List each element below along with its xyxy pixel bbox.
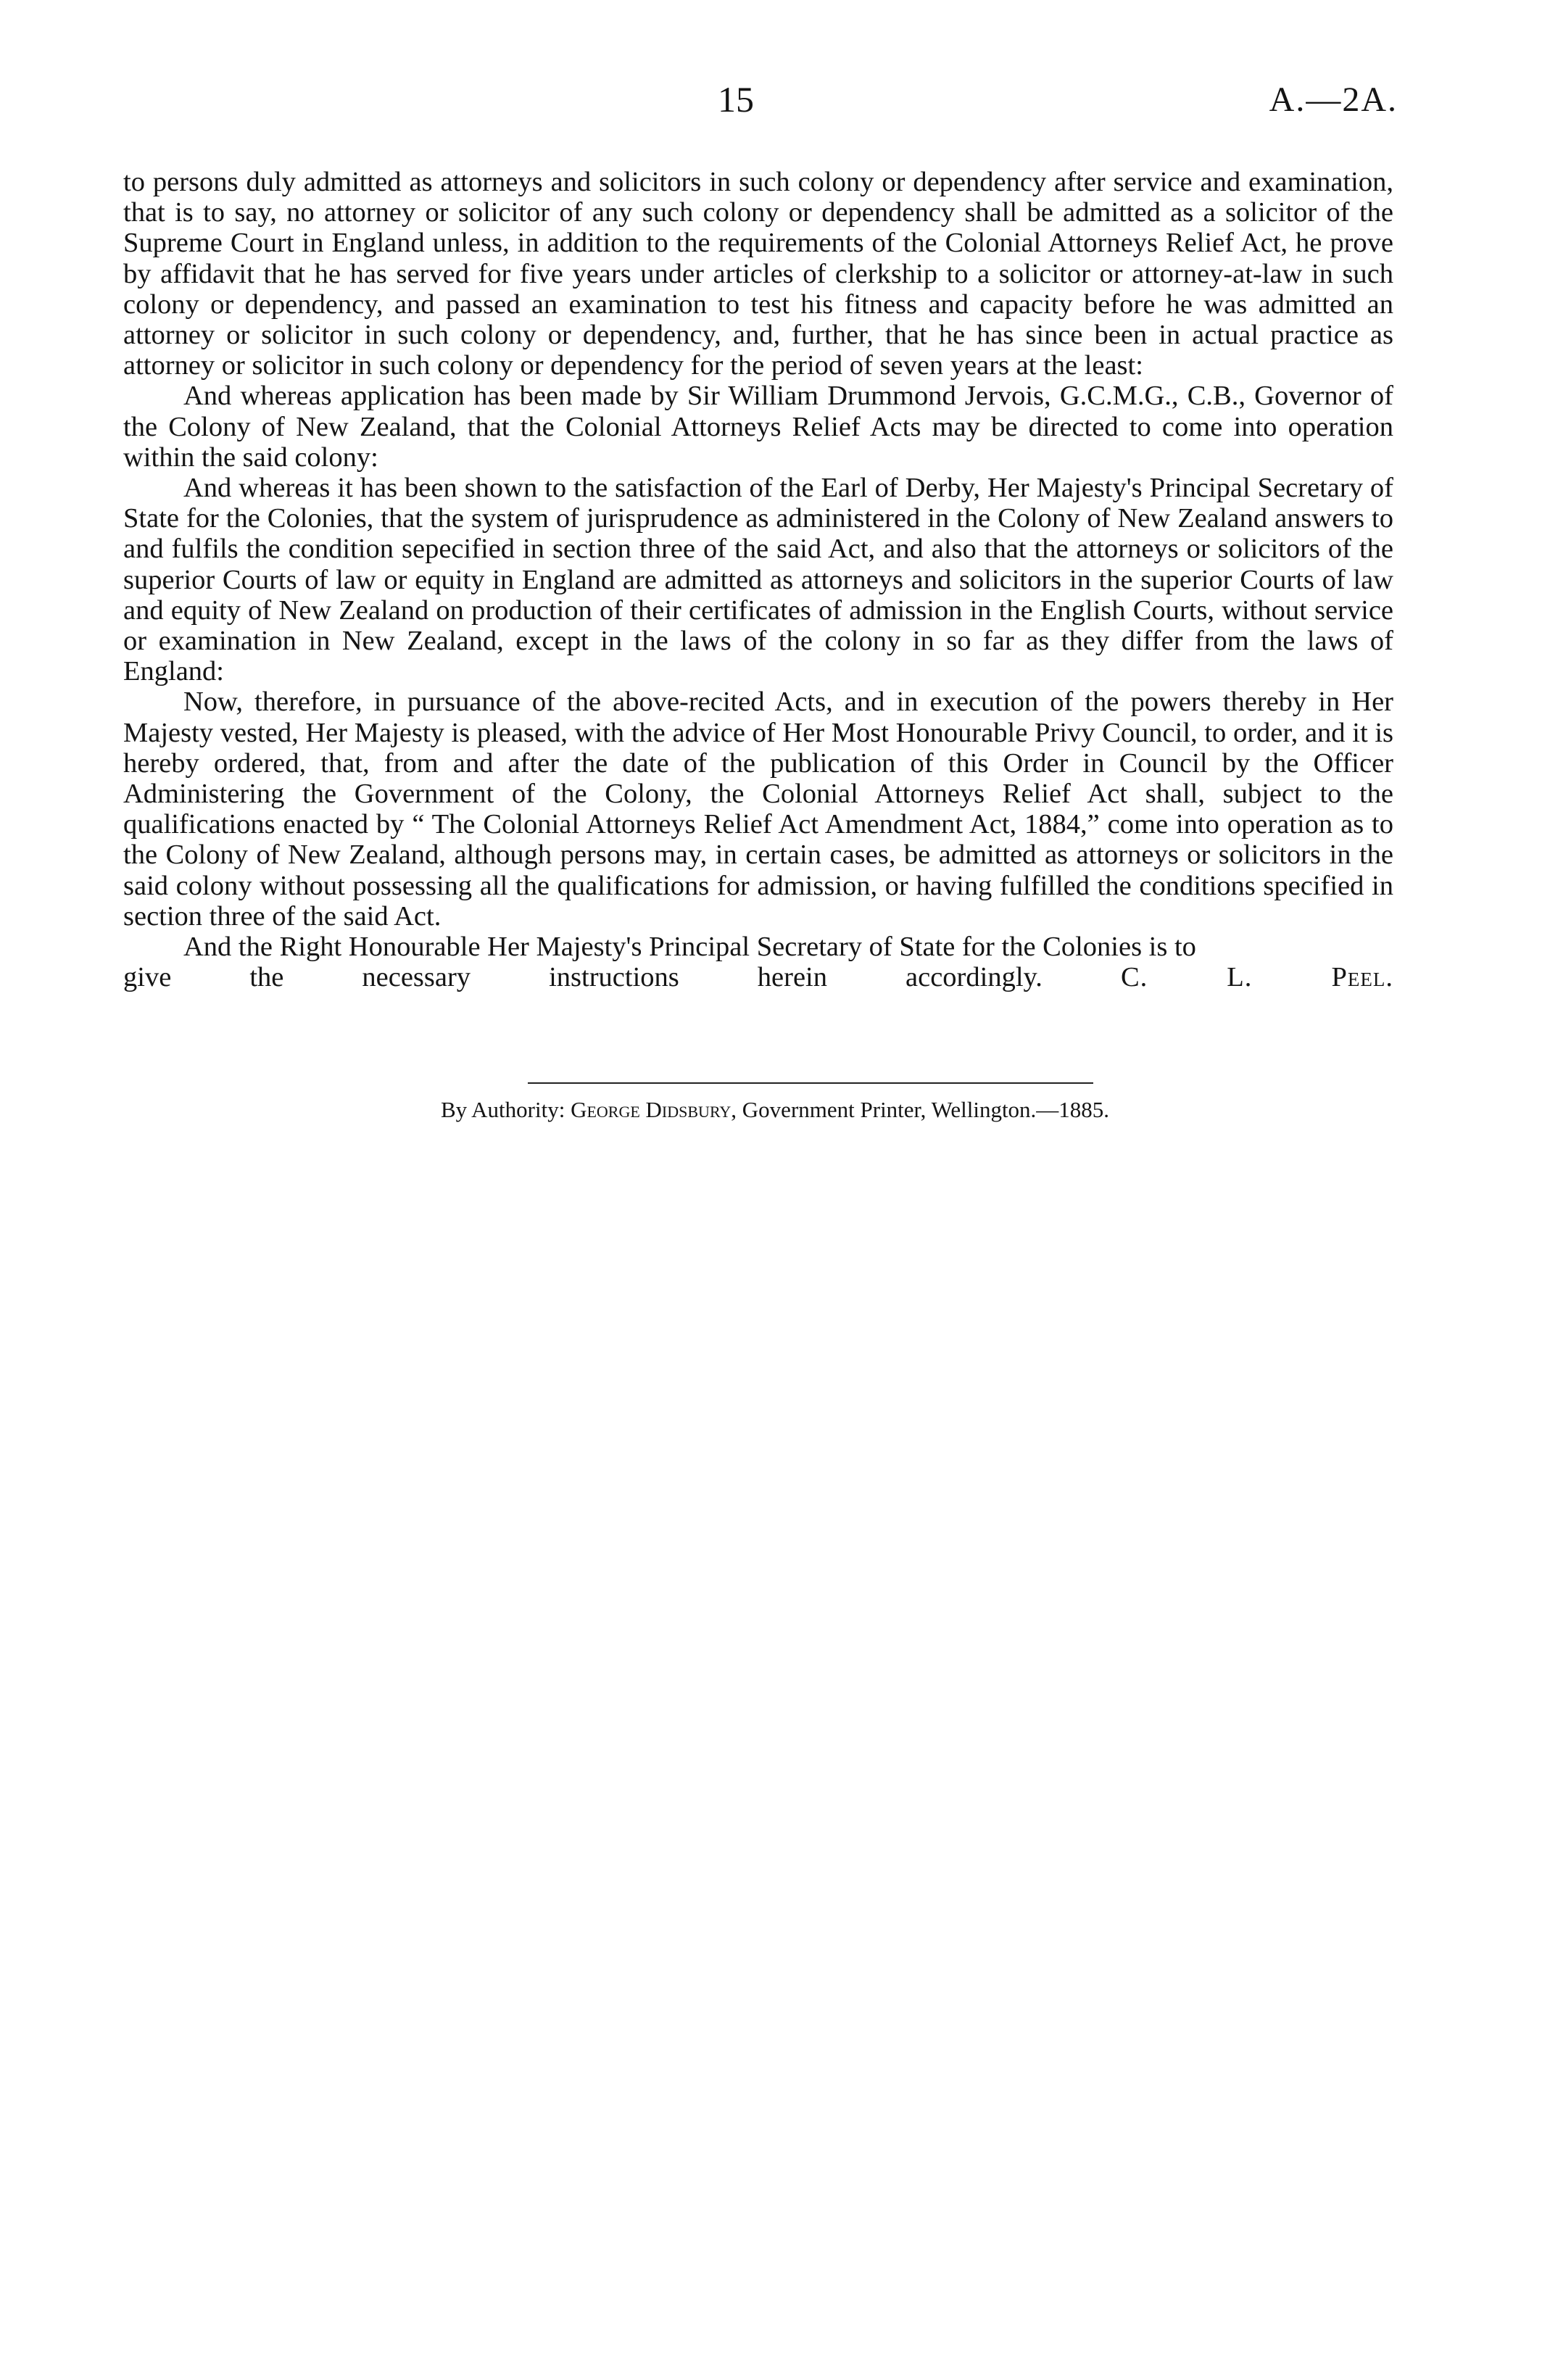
signature: C. L. Peel. xyxy=(1120,962,1393,993)
paragraph-continuation: to persons duly admitted as attorneys and solicitors in such colony or dependency after service and examination, that is to say, no attorney or solicitor of any such colony or dependency shall be admitted as a solicitor of the Supreme Court in England unless, in addition to the requirements of the Colonial Attorneys Relief Act, he prove by affidavit that he has served for five years under articles of clerkship to a solicitor or attorney-at-law in such colony or dependency, and passed an examination to test his fitness and capacity before he was admitted an attorney or solicitor in such colony or dependency, and, further, that he has since been in actual practice as attorney or solicitor in such colony or dependency for the period of seven years at the least: xyxy=(123,167,1393,381)
document-reference: A.—2A. xyxy=(1269,80,1398,119)
paragraph-whereas-satisfaction: And whereas it has been shown to the satisfaction of the Earl of Derby, Her Majesty's Principal Secretary of State for the Colonies, that the system of jurisprudence as administered in the Colony of New Zealand answers to and fulfils the condition sepecified in section three of the said Act, and also that the attorneys or solicitors of the superior Courts of law or equity in England are admitted as attorneys and solicitors in the superior Courts of law and equity of New Zealand on production of their certificates of admission in the English Courts, without service or examination in New Zealand, except in the laws of the colony in so far as they differ from the laws of England: xyxy=(123,473,1393,687)
page-number: 15 xyxy=(718,79,754,120)
paragraph-closing-line2 xyxy=(123,962,1393,992)
imprint-prefix: By Authority: xyxy=(440,1097,571,1122)
footer-divider xyxy=(528,1082,1093,1084)
imprint-printer-name: George Didsbury xyxy=(571,1097,732,1122)
body-text xyxy=(123,167,1393,992)
imprint-suffix: , Government Printer, Wellington.—1885. xyxy=(731,1097,1110,1122)
paragraph-application: And whereas application has been made by Sir William Drummond Jervois, G.C.M.G., C.B., Governor of the Colony of New Zealand, that the Colonial Attorneys Relief Acts may be directed to come into operation within the said colony: xyxy=(123,381,1393,473)
closing-instructions: give the necessary instructions herein accordingly. xyxy=(123,962,1043,993)
printer-imprint xyxy=(0,1098,1550,1121)
paragraph-closing-line1: And the Right Honourable Her Majesty's Principal Secretary of State for the Colonies is to xyxy=(183,932,1196,963)
paragraph-order: Now, therefore, in pursuance of the above-recited Acts, and in execution of the powers thereby in Her Majesty vested, Her Majesty is pleased, with the advice of Her Most Honourable Privy Council, to order, and it is hereby ordered, that, from and after the date of the publication of this Order in Council by the Officer Administering the Government of the Colony, the Colonial Attorneys Relief Act shall, subject to the qualifications enacted by “ The Colonial Attorneys Relief Act Amendment Act, 1884,” come into operation as to the Colony of New Zealand, although persons may, in certain cases, be admitted as attorneys or solicitors in the said colony without possessing all the qualifications for admission, or having fulfilled the conditions specified in section three of the said Act. xyxy=(123,687,1393,932)
